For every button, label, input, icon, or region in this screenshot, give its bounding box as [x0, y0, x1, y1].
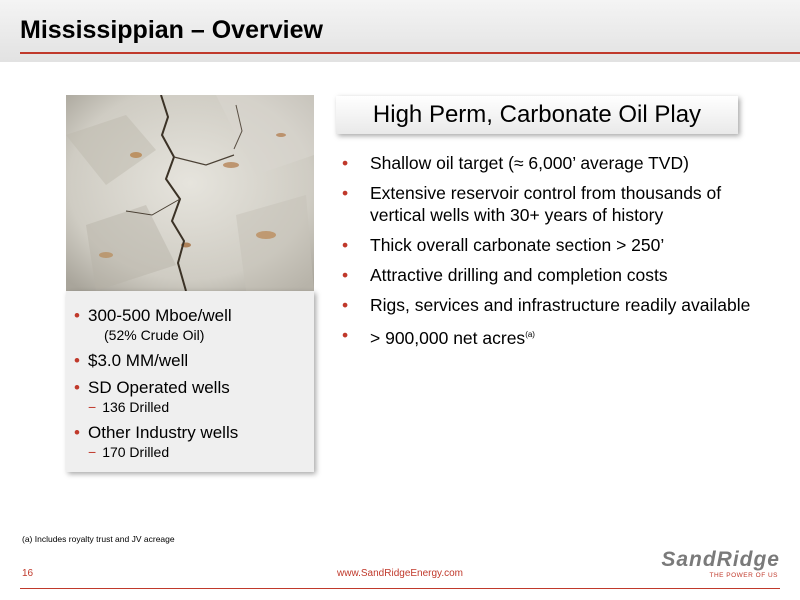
play-bullet-list	[340, 152, 760, 357]
list-item: • 300-500 Mboe/well (52% Crude Oil)	[88, 305, 314, 344]
bullet-icon: •	[74, 378, 80, 397]
bullet-icon: •	[342, 183, 349, 203]
list-item: • Attractive drilling and completion costs	[342, 265, 668, 285]
logo-wordmark: SandRidge	[661, 548, 780, 571]
bullet-icon: •	[342, 265, 349, 285]
bullet-icon: •	[74, 306, 80, 325]
logo-tagline: THE POWER OF US	[709, 572, 778, 579]
play-title: High Perm, Carbonate Oil Play	[372, 101, 702, 128]
well-stats-box	[66, 291, 314, 472]
bullet-icon: •	[342, 295, 349, 315]
list-item: • Other Industry wells − 170 Drilled	[88, 422, 314, 461]
play-title-box	[336, 96, 738, 134]
dash-icon: −	[88, 399, 97, 415]
bullet-icon: •	[342, 325, 349, 345]
well-stats-list	[66, 291, 314, 461]
dash-icon: −	[88, 444, 97, 460]
bullet-icon: •	[342, 153, 349, 173]
bullet-icon: •	[74, 423, 80, 442]
list-item: • Extensive reservoir control from thousands of vertical wells with 30+ years of history	[342, 183, 722, 225]
list-item: • Shallow oil target (≈ 6,000’ average TVD)	[342, 153, 689, 173]
list-item: • $3.0 MM/well	[74, 351, 189, 370]
carbonate-rock-photo	[66, 95, 314, 291]
list-subitem: (52% Crude Oil)	[104, 327, 205, 343]
bullet-icon: •	[74, 351, 80, 370]
title-divider	[20, 52, 800, 54]
page-number: 16	[22, 568, 34, 579]
list-item: • Thick overall carbonate section > 250’	[342, 235, 665, 255]
footnote-marker: (a)	[525, 330, 535, 339]
website-link[interactable]: www.SandRidgeEnergy.com	[337, 568, 463, 579]
footer-divider	[20, 588, 780, 589]
footnote: (a) Includes royalty trust and JV acreage	[22, 534, 175, 544]
list-subitem: − 136 Drilled	[88, 399, 170, 415]
list-item: • SD Operated wells − 136 Drilled	[88, 377, 314, 416]
list-item: • > 900,000 net acres$^{(a)}$	[342, 325, 535, 348]
list-subitem: − 170 Drilled	[88, 444, 170, 460]
slide-title: Mississippian – Overview	[20, 16, 323, 44]
bullet-icon: •	[342, 235, 349, 255]
sandridge-logo	[640, 548, 780, 586]
list-item: • Rigs, services and infrastructure readily available	[342, 295, 751, 315]
